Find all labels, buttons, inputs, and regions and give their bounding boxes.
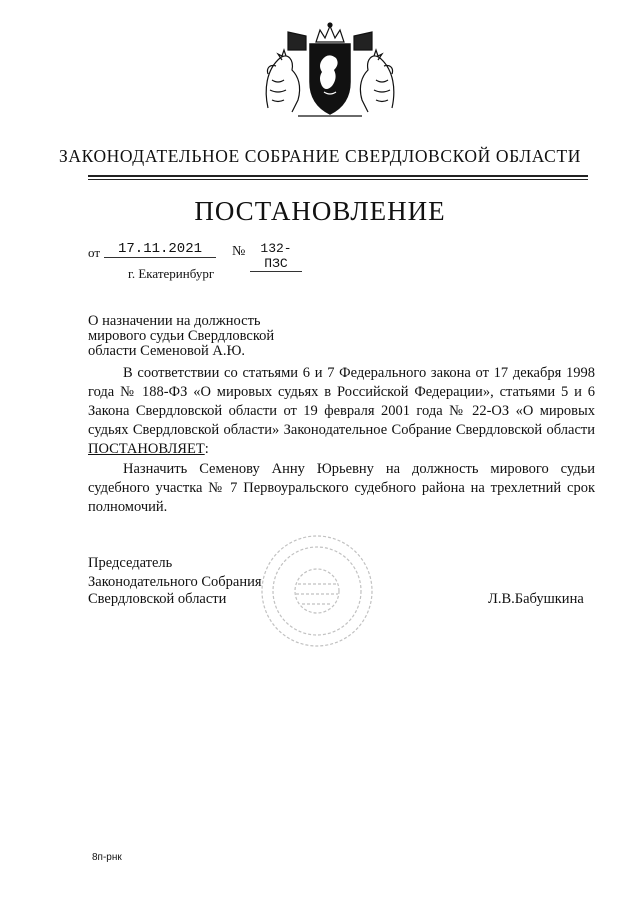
document-date: 17.11.2021	[104, 241, 216, 258]
resolution-paragraph: Назначить Семенову Анну Юрьевну на должность мирового судьи судебного участка № 7 Первоуральского судебного района на трехлетний срок полномочий.	[88, 461, 595, 515]
official-seal-icon	[258, 532, 376, 650]
signer-title-line: Законодательного Собрания	[88, 574, 262, 590]
preamble-colon: :	[204, 441, 209, 457]
number-sign: №	[232, 244, 246, 259]
coat-of-arms-icon	[258, 20, 402, 120]
header-divider	[88, 175, 588, 177]
subject-line: О назначении на должность	[88, 313, 261, 329]
signer-title-line: Председатель	[88, 555, 173, 571]
document-city: г. Екатеринбург	[128, 266, 215, 281]
document-type-title: ПОСТАНОВЛЕНИЕ	[194, 196, 446, 226]
preamble-text: В соответствии со статьями 6 и 7 Федерального закона от 17 декабря 1998 года № 188-ФЗ «О мировых судьях в Российской Федерации», статьями 5 и 6 Закона Свердловской области от 19 февраля 2001 года № 22-ОЗ «О мировых судьях Свердловской области» Законодательное Собрание Свердловской области	[88, 365, 595, 438]
date-prefix: от	[88, 245, 101, 260]
signer-title-line: Свердловской области	[88, 591, 227, 607]
document-number: 132-ПЗС	[250, 241, 302, 272]
subject-line: мирового судьи Свердловской	[88, 328, 275, 344]
legislature-name: ЗАКОНОДАТЕЛЬНОЕ СОБРАНИЕ СВЕРДЛОВСКОЙ ОБЛАСТИ	[59, 146, 581, 166]
footer-code: 8п-рнк	[92, 852, 122, 863]
signer-name: Л.В.Бабушкина	[488, 591, 584, 607]
subject-line: области Семеновой А.Ю.	[88, 343, 246, 359]
preamble-paragraph	[88, 364, 595, 459]
resolves-keyword: ПОСТАНОВЛЯЕТ	[88, 441, 205, 457]
header-divider-thin	[88, 179, 588, 180]
